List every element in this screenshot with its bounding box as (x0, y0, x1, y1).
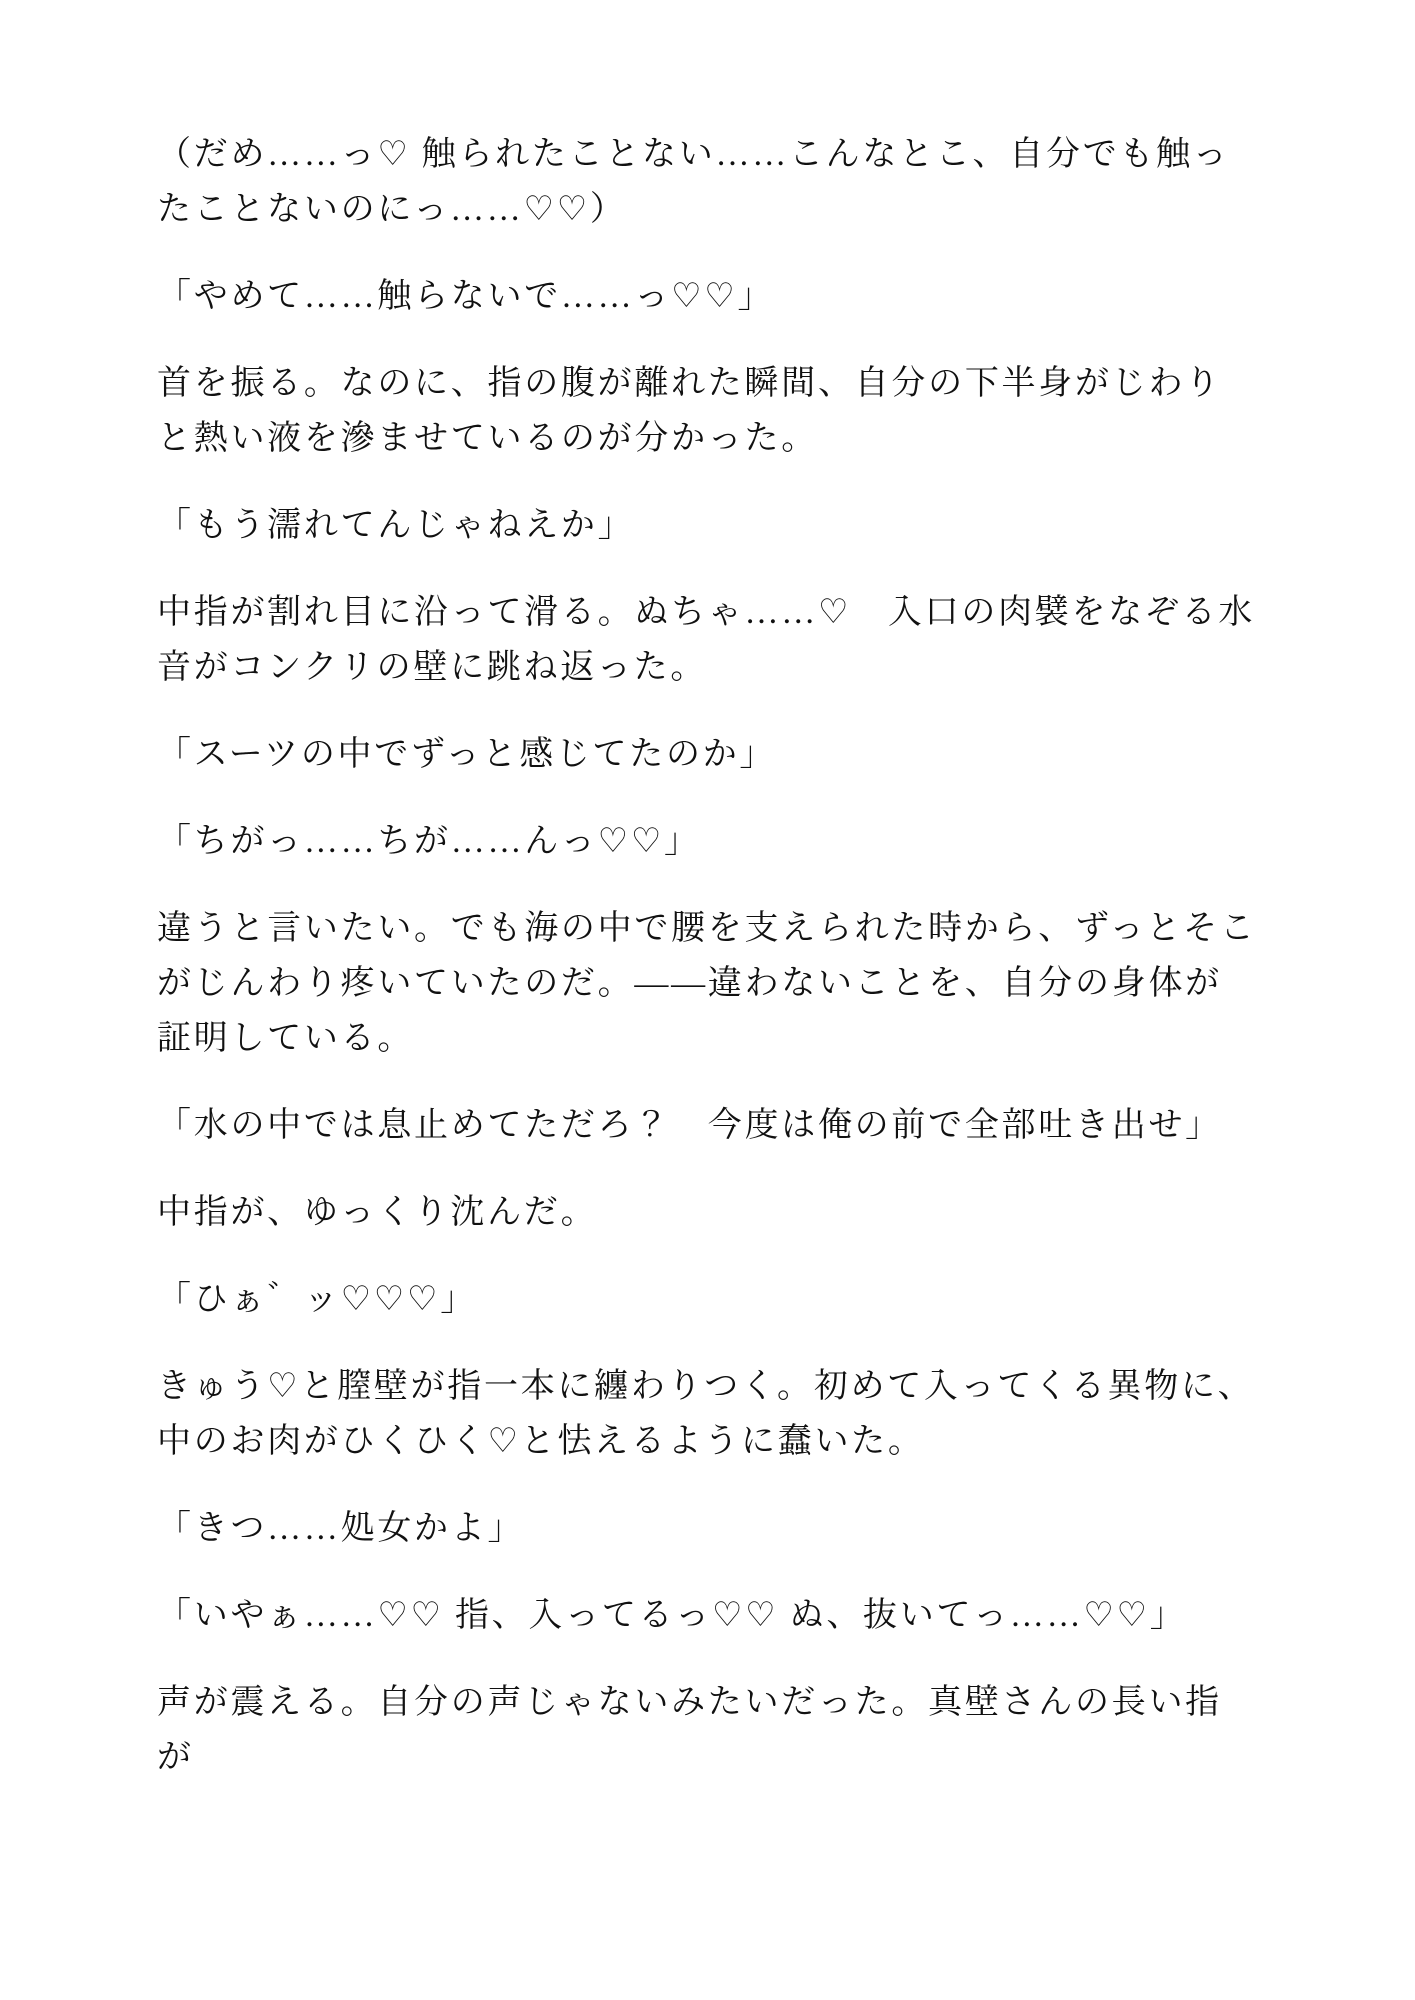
paragraph-dialogue: 「きつ……処女かよ」 (157, 1510, 525, 1547)
paragraph-dialogue: 「水の中では息止めてただろ？ 今度は俺の前で全部吐き出せ」 (157, 1107, 1222, 1144)
paragraph-dialogue: 「ちがっ……ちが……んっ♡♡」 (157, 823, 701, 860)
paragraph-dialogue: 「スーツの中でずっと感じてたのか」 (157, 736, 777, 773)
paragraph-narration: 違うと言いたい。でも海の中で腰を支えられた時から、ずっとそこがじんわり疼いていたのだ。——違わないことを、自分の身体が証明している。 (157, 910, 1257, 1057)
paragraph-narration: 中指が、ゆっくり沈んだ。 (157, 1194, 598, 1231)
paragraph-dialogue: 「いやぁ……♡♡ 指、入ってるっ♡♡ ぬ、抜いてっ……♡♡」 (157, 1597, 1187, 1634)
paragraph-dialogue: 「やめて……触らないで……っ♡♡」 (157, 278, 775, 315)
paragraph-narration: きゅう♡と膣壁が指一本に纏わりつく。初めて入ってくる異物に、中のお肉がひくひく♡と怯えるように蠢いた。 (157, 1368, 1255, 1460)
paragraph-dialogue: 「もう濡れてんじゃねえか」 (157, 507, 635, 544)
paragraph-narration: 中指が割れ目に沿って滑る。ぬちゃ……♡ 入口の肉襞をなぞる水音がコンクリの壁に跳ね返った。 (157, 594, 1256, 686)
paragraph-narration: 首を振る。なのに、指の腹が離れた瞬間、自分の下半身がじわりと熱い液を滲ませているのが分かった。 (157, 365, 1222, 457)
paragraph-narration: 声が震える。自分の声じゃないみたいだった。真壁さんの長い指が (157, 1684, 1222, 1776)
paragraph-monologue: （だめ……っ♡ 触られたことない……こんなとこ、自分でも触ったことないのにっ……♡♡） (157, 136, 1230, 228)
paragraph-dialogue: 「ひぁ゛ッ♡♡♡」 (157, 1281, 477, 1318)
